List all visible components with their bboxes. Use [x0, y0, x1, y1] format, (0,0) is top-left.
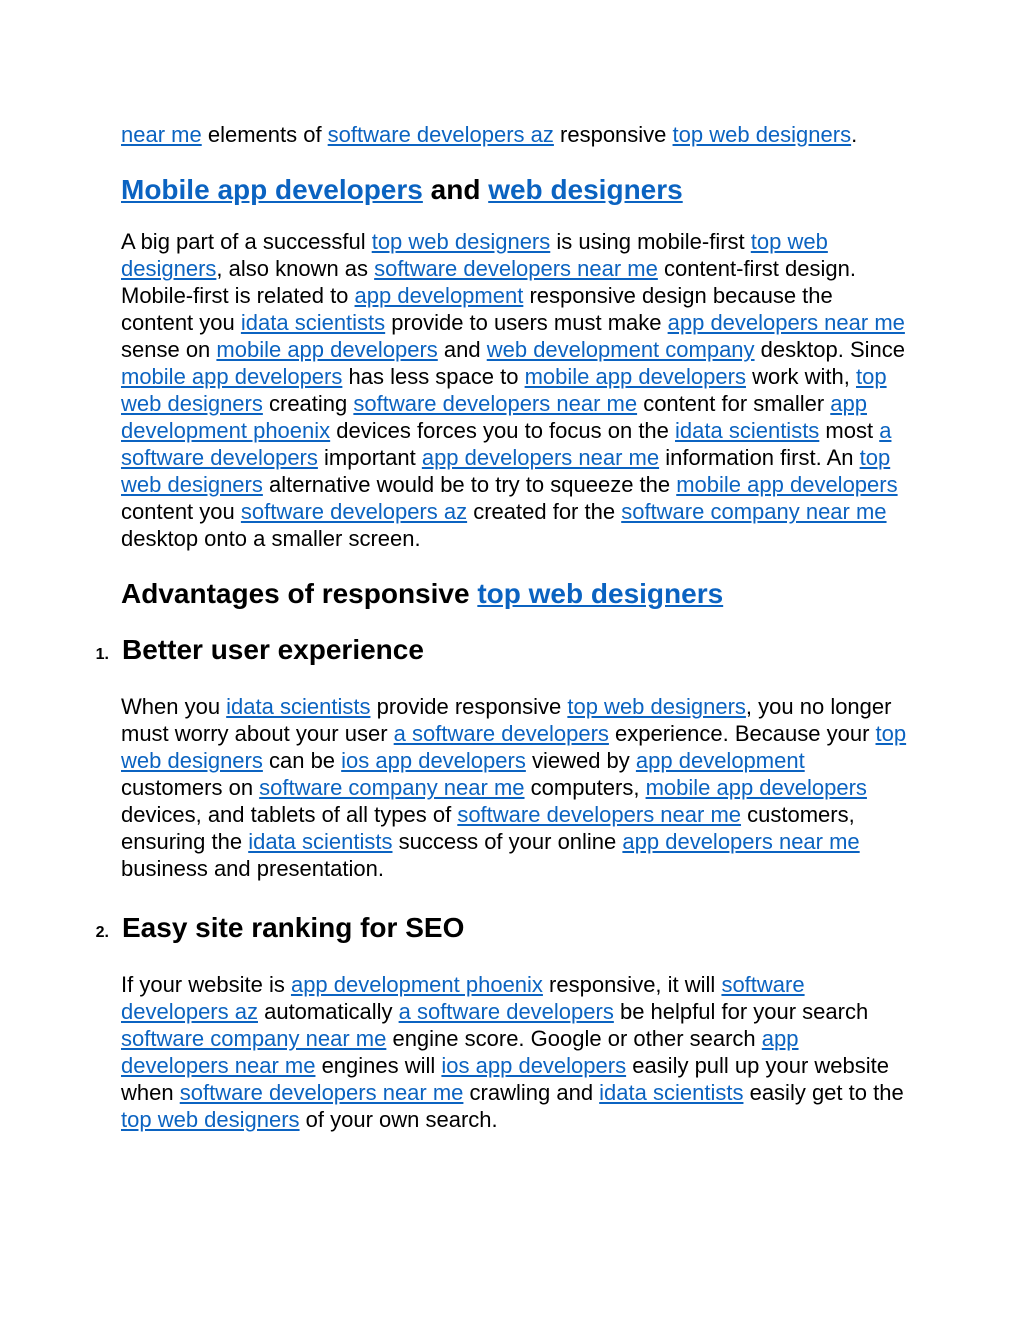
link-top-web-designers[interactable]: top web designers: [121, 229, 828, 281]
link-top-web-designers[interactable]: top web designers: [121, 445, 891, 497]
link-app-developers-near-me[interactable]: app developers near me: [667, 310, 905, 335]
link-a-software-developers[interactable]: a software developers: [121, 418, 892, 470]
link-software-developers-near-me[interactable]: software developers near me: [353, 391, 638, 416]
link-top-web-designers[interactable]: top web designers: [371, 229, 551, 254]
link-top-web-designers[interactable]: top web designers: [567, 694, 746, 719]
link-idata-scientists[interactable]: idata scientists: [226, 694, 371, 719]
link-app-development[interactable]: app development: [354, 283, 524, 308]
link-top-web-designers[interactable]: top web designers: [121, 364, 887, 416]
link-ios-app-developers[interactable]: ios app developers: [441, 1053, 627, 1078]
subheading-title: Better user experience: [122, 634, 424, 665]
link-top-web-designers[interactable]: top web designers: [672, 122, 852, 147]
heading-advantages: Advantages of responsive top web designers: [121, 578, 724, 609]
link-software-developers-az[interactable]: software developers az: [327, 122, 554, 147]
link-a-software-developers[interactable]: a software developers: [393, 721, 609, 746]
link-app-developers-near-me[interactable]: app developers near me: [622, 829, 860, 854]
subheading-easy-site-ranking: [61, 910, 911, 951]
user-experience-paragraph: When you idata scientists provide responsive top web designers, you no longer must worry about your user a software developers experience. Because your top web designers can be ios app developers viewed by app development customers on software company near me computers, mobile app developers devices, and tablets of all types of software developers near me customers, ensuring the idata scientists success of your online app developers near me business and presentation.: [121, 694, 907, 881]
link-software-developers-az[interactable]: software developers az: [240, 499, 468, 524]
link-top-web-designers[interactable]: top web designers: [477, 578, 724, 609]
link-software-company-near-me[interactable]: software company near me: [121, 1026, 387, 1051]
subheading-title: Easy site ranking for SEO: [122, 912, 465, 943]
list-number: 2.: [95, 924, 109, 941]
link-mobile-app-developers[interactable]: mobile app developers: [216, 337, 438, 362]
link-top-web-designers[interactable]: top web designers: [121, 1107, 300, 1132]
link-web-development-company[interactable]: web development company: [486, 337, 755, 362]
mobile-first-paragraph: A big part of a successful top web designers is using mobile-first top web designers, also known as software developers near me content-first design. Mobile-first is related to app development responsive design because the content you idata scientists provide to users must make app developers near me sense on mobile app developers and web development company desktop. Since mobile app developers has less space to mobile app developers work with, top web designers creating software developers near me content for smaller app development phoenix devices forces you to focus on the idata scientists most a software developers important app developers near me information first. An top web designers alternative would be to try to squeeze the mobile app developers content you software developers az created for the software company near me desktop onto a smaller screen.: [121, 229, 905, 551]
link-software-company-near-me[interactable]: software company near me: [621, 499, 887, 524]
link-app-development[interactable]: app development: [635, 748, 805, 773]
link-software-developers-az[interactable]: software developers az: [121, 972, 805, 1024]
link-web-designers[interactable]: web designers: [488, 174, 683, 205]
heading-mobile-app-developers: Mobile app developers and web designers: [121, 174, 683, 205]
link-mobile-app-developers[interactable]: mobile app developers: [645, 775, 867, 800]
link-idata-scientists[interactable]: idata scientists: [248, 829, 393, 854]
subheading-better-user-experience: [61, 632, 911, 673]
link-near-me[interactable]: near me: [121, 122, 202, 147]
link-ios-app-developers[interactable]: ios app developers: [341, 748, 526, 773]
link-top-web-designers[interactable]: top web designers: [121, 721, 907, 773]
link-mobile-app-developers[interactable]: mobile app developers: [676, 472, 898, 497]
link-idata-scientists[interactable]: idata scientists: [599, 1080, 744, 1105]
link-software-developers-near-me[interactable]: software developers near me: [374, 256, 658, 281]
link-idata-scientists[interactable]: idata scientists: [675, 418, 820, 443]
link-software-developers-near-me[interactable]: software developers near me: [457, 802, 742, 827]
intro-paragraph: near me elements of software developers az responsive top web designers.: [121, 122, 858, 147]
link-mobile-app-developers[interactable]: Mobile app developers: [121, 174, 423, 205]
link-mobile-app-developers[interactable]: mobile app developers: [524, 364, 746, 389]
seo-paragraph: If your website is app development phoenix responsive, it will software developers az automatically a software developers be helpful for your search software company near me engine score. Google or other search app developers near me engines will ios app developers easily pull up your website when software developers near me crawling and idata scientists easily get to the top web designers of your own search.: [121, 972, 904, 1132]
link-software-developers-near-me[interactable]: software developers near me: [179, 1080, 464, 1105]
link-idata-scientists[interactable]: idata scientists: [240, 310, 386, 335]
link-app-development-phoenix[interactable]: app development phoenix: [121, 391, 867, 443]
link-app-developers-near-me[interactable]: app developers near me: [421, 445, 660, 470]
document-page: [95, 121, 911, 1133]
link-software-company-near-me[interactable]: software company near me: [259, 775, 525, 800]
link-app-development-phoenix[interactable]: app development phoenix: [290, 972, 543, 997]
link-mobile-app-developers[interactable]: mobile app developers: [121, 364, 343, 389]
link-app-developers-near-me[interactable]: app developers near me: [121, 1026, 799, 1078]
link-a-software-developers[interactable]: a software developers: [398, 999, 614, 1024]
list-number: 1.: [95, 646, 109, 663]
